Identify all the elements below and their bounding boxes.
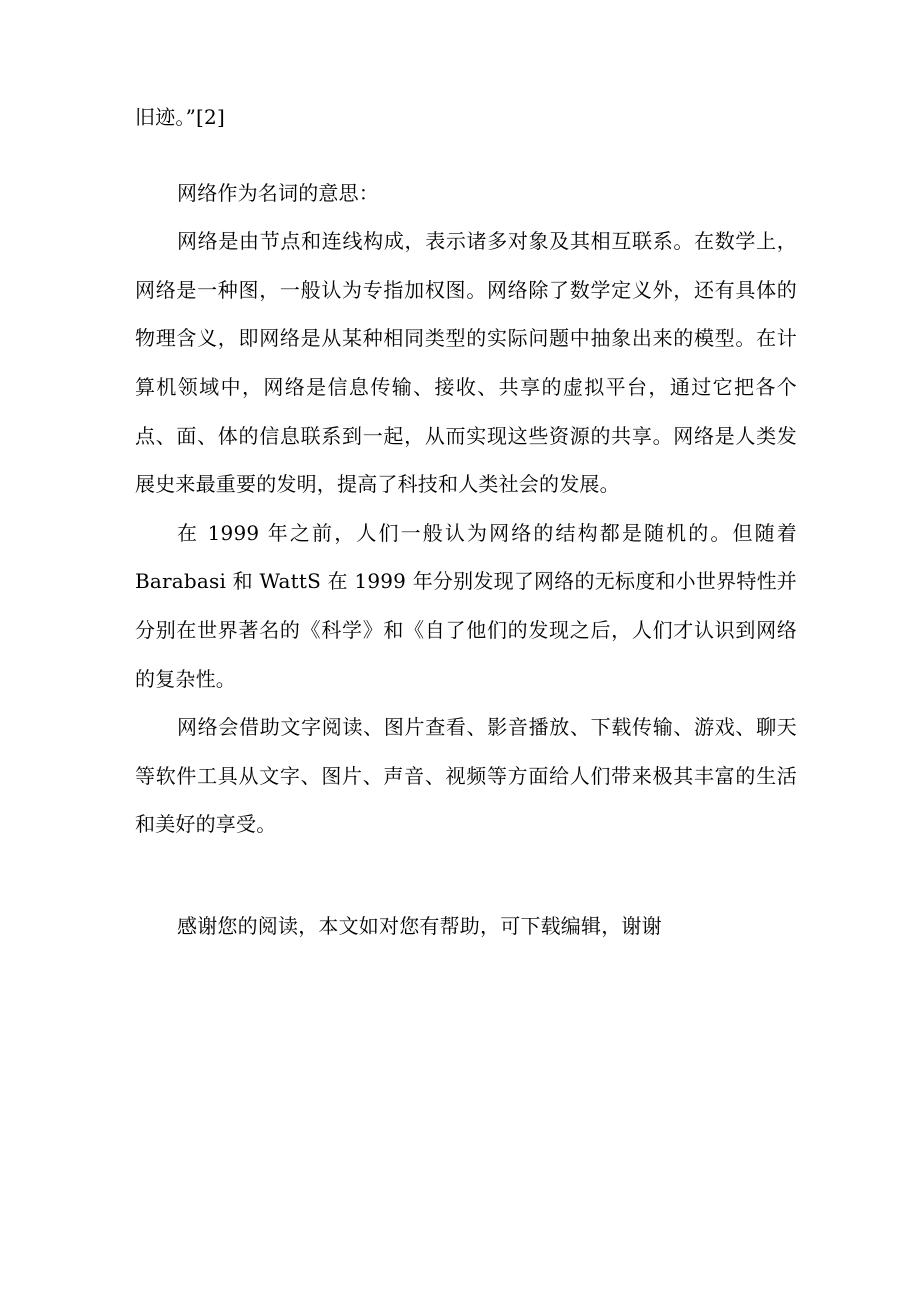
paragraph-gap	[135, 142, 797, 169]
paragraph-network-history: 在 1999 年之前，人们一般认为网络的结构都是随机的。但随着 Barabasi 和 WattS 在 1999 年分别发现了网络的无标度和小世界特性并分别在世界著名的《科学》和《自了他们的发现之后，人们才认识到网络的复杂性。	[135, 520, 797, 691]
paragraph-noun-meaning-heading: 网络作为名词的意思：	[177, 180, 379, 205]
paragraph-network-uses: 网络会借助文字阅读、图片查看、影音播放、下载传输、游戏、聊天等软件工具从文字、图片、声音、视频等方面给人们带来极其丰富的生活和美好的享受。	[135, 715, 797, 837]
paragraph-gap	[135, 849, 797, 902]
paragraph-network-definition: 网络是由节点和连线构成，表示诸多对象及其相互联系。在数学上，网络是一种图，一般认为专指加权图。网络除了数学定义外，还有具体的物理含义，即网络是从某种相同类型的实际问题中抽象出来的模型。在计算机领域中，网络是信息传输、接收、共享的虚拟平台，通过它把各个点、面、体的信息联系到一起，从而实现这些资源的共享。网络是人类发展史来最重要的发明，提高了科技和人类社会的发展。	[135, 229, 797, 497]
paragraph-citation-ending: 旧迹。”[2]	[135, 105, 225, 129]
paragraph-thanks-note: 感谢您的阅读，本文如对您有帮助，可下载编辑，谢谢	[177, 913, 662, 938]
document-body	[135, 93, 797, 951]
